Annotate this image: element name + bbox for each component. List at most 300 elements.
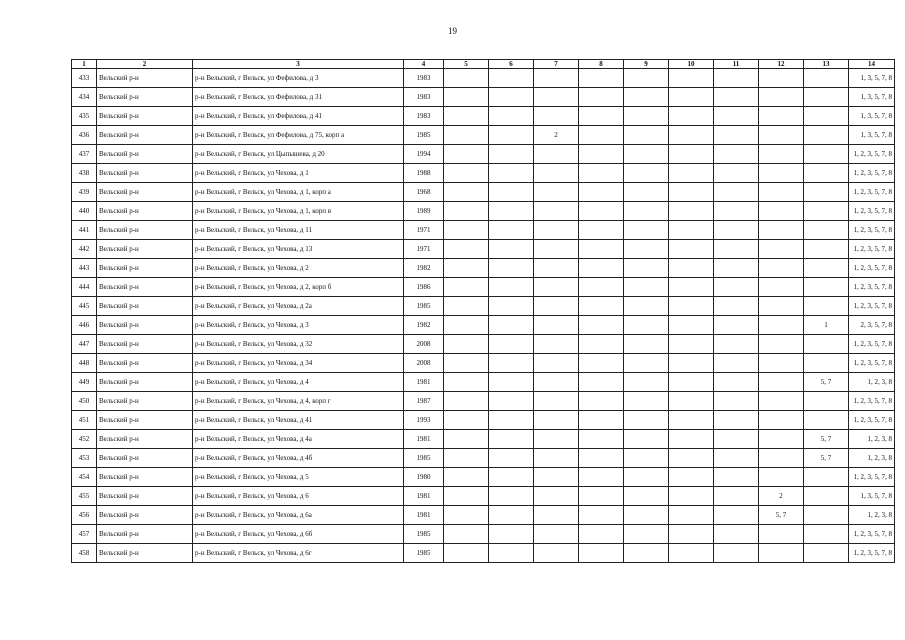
table-cell [759, 126, 804, 145]
table-cell: 1, 2, 3, 5, 7, 8 [849, 544, 895, 563]
table-cell [669, 183, 714, 202]
table-cell [444, 240, 489, 259]
table-row [72, 126, 895, 145]
table-cell [579, 544, 624, 563]
table-cell [444, 297, 489, 316]
column-header: 8 [579, 60, 624, 69]
table-cell: р-н Вельский, г Вельск, ул Чехова, д 2а [193, 297, 404, 316]
table-cell [624, 525, 669, 544]
table-cell: 445 [72, 297, 97, 316]
table-cell [804, 392, 849, 411]
table-cell: р-н Вельский, г Вельск, ул Чехова, д 4 [193, 373, 404, 392]
table-cell [444, 126, 489, 145]
column-header: 9 [624, 60, 669, 69]
table-cell: 1, 2, 3, 5, 7, 8 [849, 525, 895, 544]
table-cell [714, 126, 759, 145]
table-cell: 1982 [404, 259, 444, 278]
table-cell: 444 [72, 278, 97, 297]
table-cell: р-н Вельский, г Вельск, ул Фефилова, д 41 [193, 107, 404, 126]
table-cell: Вельский р-н [97, 354, 193, 373]
table-cell [444, 164, 489, 183]
table-cell [759, 373, 804, 392]
table-cell: р-н Вельский, г Вельск, ул Чехова, д 13 [193, 240, 404, 259]
table-cell [669, 202, 714, 221]
table-cell: Вельский р-н [97, 525, 193, 544]
table-cell [759, 544, 804, 563]
table-cell [489, 69, 534, 88]
page-number: 19 [448, 26, 457, 36]
table-cell [534, 183, 579, 202]
column-header: 4 [404, 60, 444, 69]
table-cell [714, 316, 759, 335]
table-cell [624, 506, 669, 525]
column-header: 10 [669, 60, 714, 69]
table-cell [669, 69, 714, 88]
table-cell [444, 145, 489, 164]
table-cell: 1971 [404, 240, 444, 259]
table-cell [534, 335, 579, 354]
table-cell [444, 183, 489, 202]
table-cell [804, 468, 849, 487]
table-cell: Вельский р-н [97, 107, 193, 126]
table-cell [759, 392, 804, 411]
table-cell: 2, 3, 5, 7, 8 [849, 316, 895, 335]
table-cell: р-н Вельский, г Вельск, ул Чехова, д 2 [193, 259, 404, 278]
table-cell: 1, 2, 3, 8 [849, 506, 895, 525]
table-cell [804, 126, 849, 145]
table-cell: 457 [72, 525, 97, 544]
table-row [72, 544, 895, 563]
table-cell [489, 316, 534, 335]
table-cell [489, 392, 534, 411]
table-row [72, 240, 895, 259]
table-cell [759, 525, 804, 544]
table-cell [714, 297, 759, 316]
table-cell [669, 392, 714, 411]
table-row [72, 69, 895, 88]
table-cell [669, 240, 714, 259]
table-cell [714, 544, 759, 563]
table-cell: 1, 2, 3, 8 [849, 373, 895, 392]
column-header: 11 [714, 60, 759, 69]
table-cell: Вельский р-н [97, 145, 193, 164]
table-cell [579, 259, 624, 278]
table-cell: 1983 [404, 88, 444, 107]
table-row [72, 316, 895, 335]
table-cell: р-н Вельский, г Вельск, ул Чехова, д 32 [193, 335, 404, 354]
table-cell [714, 88, 759, 107]
table-row [72, 88, 895, 107]
table-cell: р-н Вельский, г Вельск, ул Чехова, д 6г [193, 544, 404, 563]
table-cell: 1989 [404, 202, 444, 221]
table-row [72, 297, 895, 316]
table-cell [624, 221, 669, 240]
table-cell [804, 145, 849, 164]
table-cell [534, 449, 579, 468]
table-cell [444, 430, 489, 449]
table-cell: 446 [72, 316, 97, 335]
table-cell: 447 [72, 335, 97, 354]
column-header: 13 [804, 60, 849, 69]
table-cell: 5, 7 [759, 506, 804, 525]
table-cell [714, 202, 759, 221]
table-cell [579, 411, 624, 430]
table-cell: 1, 3, 5, 7, 8 [849, 88, 895, 107]
table-cell [714, 392, 759, 411]
table-cell: 451 [72, 411, 97, 430]
table-cell: р-н Вельский, г Вельск, ул Чехова, д 4, корп г [193, 392, 404, 411]
table-body [72, 69, 895, 563]
table-cell [579, 506, 624, 525]
table-cell: Вельский р-н [97, 183, 193, 202]
table-cell [444, 392, 489, 411]
table-cell: 1983 [404, 107, 444, 126]
table-cell: Вельский р-н [97, 240, 193, 259]
table-cell [534, 240, 579, 259]
table-cell: Вельский р-н [97, 487, 193, 506]
table-cell: 1985 [404, 544, 444, 563]
table-cell [669, 278, 714, 297]
table-cell [624, 183, 669, 202]
table-cell [759, 278, 804, 297]
table-cell [714, 183, 759, 202]
table-cell [669, 297, 714, 316]
table-cell: 1985 [404, 449, 444, 468]
table-cell [624, 297, 669, 316]
table-cell: Вельский р-н [97, 221, 193, 240]
table-cell [579, 525, 624, 544]
table-cell [534, 544, 579, 563]
table-cell [714, 240, 759, 259]
table-cell [804, 544, 849, 563]
table-cell [759, 145, 804, 164]
table-cell [714, 449, 759, 468]
table-cell: 455 [72, 487, 97, 506]
table-cell [714, 354, 759, 373]
table-cell: 1, 2, 3, 5, 7, 8 [849, 354, 895, 373]
table-cell [444, 449, 489, 468]
table-cell [714, 411, 759, 430]
table-cell [669, 506, 714, 525]
table-cell [444, 468, 489, 487]
table-cell [669, 316, 714, 335]
table-cell [759, 297, 804, 316]
table-cell [534, 354, 579, 373]
table-cell [624, 449, 669, 468]
table-row [72, 392, 895, 411]
table-cell [804, 297, 849, 316]
table-cell: 1, 3, 5, 7, 8 [849, 107, 895, 126]
table-cell: 1, 3, 5, 7, 8 [849, 69, 895, 88]
table-cell [489, 430, 534, 449]
table-cell: Вельский р-н [97, 468, 193, 487]
table-cell [714, 525, 759, 544]
table-cell: 442 [72, 240, 97, 259]
table-cell [714, 145, 759, 164]
table-cell [534, 373, 579, 392]
table-cell: 1971 [404, 221, 444, 240]
table-cell [534, 430, 579, 449]
table-cell: 1968 [404, 183, 444, 202]
table-cell [444, 202, 489, 221]
table-cell: 1981 [404, 373, 444, 392]
table-cell [804, 69, 849, 88]
table-cell [669, 544, 714, 563]
table-cell [669, 335, 714, 354]
table-cell [804, 335, 849, 354]
table-cell: р-н Вельский, г Вельск, ул Чехова, д 4а [193, 430, 404, 449]
table-cell: Вельский р-н [97, 259, 193, 278]
table-cell [489, 468, 534, 487]
table-cell [714, 487, 759, 506]
table-cell [804, 506, 849, 525]
table-row [72, 335, 895, 354]
table-cell [444, 69, 489, 88]
table-cell [579, 468, 624, 487]
table-row [72, 221, 895, 240]
table-cell: 1988 [404, 164, 444, 183]
table-cell [624, 316, 669, 335]
table-cell [534, 506, 579, 525]
table-cell [804, 278, 849, 297]
table-cell [489, 487, 534, 506]
table-row [72, 411, 895, 430]
table-cell: р-н Вельский, г Вельск, ул Чехова, д 1, корп а [193, 183, 404, 202]
table-cell [534, 278, 579, 297]
table-row [72, 506, 895, 525]
table-cell [759, 430, 804, 449]
table-row [72, 354, 895, 373]
table-cell [669, 221, 714, 240]
table-cell [489, 297, 534, 316]
table-cell [489, 449, 534, 468]
table-cell: 1, 2, 3, 5, 7, 8 [849, 335, 895, 354]
table-cell [804, 354, 849, 373]
table-row [72, 183, 895, 202]
table-cell: 437 [72, 145, 97, 164]
table-cell [759, 411, 804, 430]
table-cell: Вельский р-н [97, 430, 193, 449]
table-row [72, 430, 895, 449]
table-row [72, 449, 895, 468]
table-cell: р-н Вельский, г Вельск, ул Чехова, д 5 [193, 468, 404, 487]
table-cell [489, 411, 534, 430]
table-cell [579, 183, 624, 202]
table-cell: Вельский р-н [97, 373, 193, 392]
table-cell [759, 221, 804, 240]
table-cell [534, 525, 579, 544]
table-cell [579, 373, 624, 392]
table-cell [624, 468, 669, 487]
table-cell [804, 221, 849, 240]
table-cell: р-н Вельский, г Вельск, ул Фефилова, д 3 [193, 69, 404, 88]
table-cell [624, 487, 669, 506]
table-cell: 1980 [404, 468, 444, 487]
table-cell: 1, 2, 3, 5, 7, 8 [849, 240, 895, 259]
table-cell [444, 506, 489, 525]
table-cell [534, 259, 579, 278]
table-cell [804, 411, 849, 430]
table-cell [804, 259, 849, 278]
table-cell: 1981 [404, 430, 444, 449]
table-cell [579, 221, 624, 240]
table-cell [804, 183, 849, 202]
table-cell: Вельский р-н [97, 449, 193, 468]
table-cell [669, 449, 714, 468]
table-cell: р-н Вельский, г Вельск, ул Чехова, д 1 [193, 164, 404, 183]
table-cell [534, 202, 579, 221]
table-cell: 1981 [404, 487, 444, 506]
table-cell [579, 335, 624, 354]
table-cell [624, 240, 669, 259]
table-cell [489, 506, 534, 525]
column-header: 12 [759, 60, 804, 69]
table-cell: 1986 [404, 278, 444, 297]
table-cell [714, 373, 759, 392]
table-cell: 1, 2, 3, 5, 7, 8 [849, 145, 895, 164]
table-cell: р-н Вельский, г Вельск, ул Чехова, д 41 [193, 411, 404, 430]
column-header: 1 [72, 60, 97, 69]
table-cell: р-н Вельский, г Вельск, ул Чехова, д 34 [193, 354, 404, 373]
table-cell: 1985 [404, 297, 444, 316]
table-cell: р-н Вельский, г Вельск, ул Чехова, д 6а [193, 506, 404, 525]
table-cell [579, 316, 624, 335]
table-cell [579, 107, 624, 126]
table-cell [624, 335, 669, 354]
table-cell [759, 468, 804, 487]
table-cell: Вельский р-н [97, 392, 193, 411]
table-cell: р-н Вельский, г Вельск, ул Чехова, д 6б [193, 525, 404, 544]
table-cell [759, 354, 804, 373]
table-cell [669, 354, 714, 373]
table-cell: 1, 2, 3, 5, 7, 8 [849, 259, 895, 278]
table-cell [534, 297, 579, 316]
table-cell [624, 430, 669, 449]
table-cell: 1, 3, 5, 7, 8 [849, 487, 895, 506]
column-header: 2 [97, 60, 193, 69]
table-cell [759, 240, 804, 259]
table-cell: р-н Вельский, г Вельск, ул Фефилова, д 75, корп а [193, 126, 404, 145]
table-cell [804, 88, 849, 107]
table-cell: 454 [72, 468, 97, 487]
table-cell [444, 278, 489, 297]
table-cell [444, 411, 489, 430]
table-cell: 449 [72, 373, 97, 392]
table-cell: 1, 2, 3, 5, 7, 8 [849, 411, 895, 430]
table-cell: 1, 2, 3, 8 [849, 449, 895, 468]
column-header: 3 [193, 60, 404, 69]
table-cell: 453 [72, 449, 97, 468]
table-cell [804, 164, 849, 183]
table-cell: 441 [72, 221, 97, 240]
table-cell [714, 221, 759, 240]
table-cell: 1, 2, 3, 5, 7, 8 [849, 468, 895, 487]
table-cell [579, 145, 624, 164]
table-cell [489, 240, 534, 259]
table-cell: Вельский р-н [97, 202, 193, 221]
table-cell: 438 [72, 164, 97, 183]
table-cell [489, 183, 534, 202]
table-cell [444, 316, 489, 335]
table-cell [489, 202, 534, 221]
table-cell [534, 487, 579, 506]
table-cell: 436 [72, 126, 97, 145]
table-cell [444, 354, 489, 373]
table-cell: р-н Вельский, г Вельск, ул Цыпышева, д 20 [193, 145, 404, 164]
table-cell: р-н Вельский, г Вельск, ул Чехова, д 6 [193, 487, 404, 506]
table-cell [534, 221, 579, 240]
table-cell [579, 449, 624, 468]
table-cell: Вельский р-н [97, 297, 193, 316]
table-cell [444, 107, 489, 126]
column-header: 6 [489, 60, 534, 69]
table-cell [624, 392, 669, 411]
table-cell [579, 126, 624, 145]
table-cell [624, 145, 669, 164]
table-cell: 5, 7 [804, 449, 849, 468]
table-cell: 435 [72, 107, 97, 126]
table-row [72, 525, 895, 544]
table-cell: 1994 [404, 145, 444, 164]
table-cell [669, 164, 714, 183]
table-cell: 440 [72, 202, 97, 221]
table-cell: 1, 2, 3, 5, 7, 8 [849, 221, 895, 240]
table-row [72, 259, 895, 278]
table-cell: Вельский р-н [97, 411, 193, 430]
table-cell: 448 [72, 354, 97, 373]
table-cell [669, 373, 714, 392]
table-cell [579, 487, 624, 506]
table-cell [624, 202, 669, 221]
table-cell: 1, 2, 3, 5, 7, 8 [849, 297, 895, 316]
table-cell: 1983 [404, 69, 444, 88]
table-cell: 5, 7 [804, 430, 849, 449]
table-cell [444, 525, 489, 544]
table-cell: 458 [72, 544, 97, 563]
table-cell [579, 278, 624, 297]
table-cell: 433 [72, 69, 97, 88]
table-cell [669, 430, 714, 449]
table-cell: 1981 [404, 506, 444, 525]
table-cell: 452 [72, 430, 97, 449]
table-cell [624, 126, 669, 145]
table-cell [444, 487, 489, 506]
table-cell [579, 202, 624, 221]
table-cell [489, 88, 534, 107]
table-cell [579, 430, 624, 449]
data-table [71, 59, 895, 563]
table-cell [489, 126, 534, 145]
table-cell [759, 202, 804, 221]
table-cell: 1987 [404, 392, 444, 411]
table-cell: Вельский р-н [97, 335, 193, 354]
table-cell [534, 316, 579, 335]
table-cell [624, 164, 669, 183]
table-cell: 456 [72, 506, 97, 525]
table-cell [534, 164, 579, 183]
table-cell: 1, 2, 3, 5, 7, 8 [849, 392, 895, 411]
table-cell [489, 544, 534, 563]
table-cell [534, 107, 579, 126]
table-cell [759, 88, 804, 107]
table-cell [489, 373, 534, 392]
table-header [72, 60, 895, 69]
table-cell [759, 164, 804, 183]
table-cell [624, 411, 669, 430]
table-cell [444, 221, 489, 240]
table-cell [579, 164, 624, 183]
table-cell: Вельский р-н [97, 88, 193, 107]
